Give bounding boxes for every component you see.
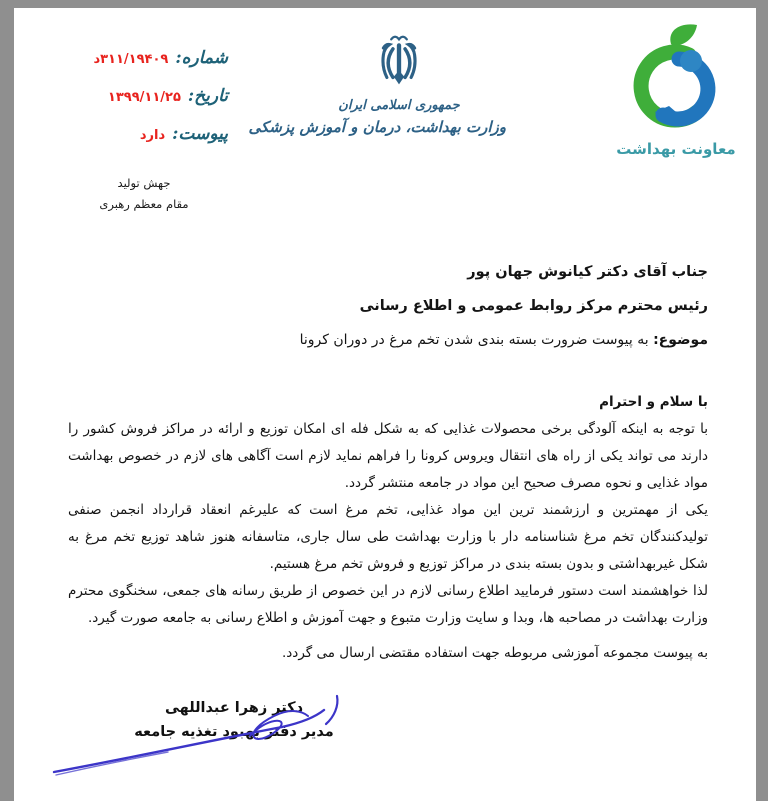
closing-line: به پیوست مجموعه آموزشی مربوطه جهت استفاده مقتضی ارسال می گردد. [282,645,708,661]
signature-block [106,696,362,744]
health-deputy-caption: معاونت بهداشت [616,140,736,158]
recipient-name: جناب آقای دکتر کیانوش جهان پور [467,264,708,280]
ministry-name: وزارت بهداشت، درمان و آموزش پزشکی [248,118,506,136]
paragraph-3: لذا خواهشمند است دستور فرمایید اطلاع رسانی لازم در این خصوص از طریق رسانه های جمعی، سخنگوی محترم وزارت بهداشت در مصاحبه ها، وبدا و سایت وزارت متبوع و جهت آموزش و اطلاع رسانی به جامعه صورت گیرد. [68,583,708,626]
signer-title: مدیر دفتر بهبود تغذیه جامعه [134,724,334,740]
subject-text: به پیوست ضرورت بسته بندی شدن تخم مرغ در دوران کرونا [299,332,654,348]
subject-line [68,323,708,357]
letter-number-value: ۳۱۱/۱۹۴۰۹د [93,52,169,67]
letter-date-row [60,86,228,124]
letter-date-value: ۱۳۹۹/۱۱/۲۵ [107,90,181,105]
letter-number-row [60,48,228,86]
letter-attachment-row [60,124,228,162]
health-deputy-logo [600,22,752,158]
letter-meta-block [60,48,228,211]
ministry-letterhead [248,32,506,136]
signer-name: دکتر زهرا عبداللهی [164,700,304,716]
health-deputy-logo-icon [617,22,735,134]
subject-label: موضوع: [653,332,708,348]
letter-number-label: شماره: [175,48,228,68]
iran-emblem-icon [373,32,425,90]
year-slogan-text: جهش تولید [117,176,171,190]
letter-date-label: تاریخ: [187,86,228,106]
paragraph-2: یکی از مهمترین و ارزشمند ترین این مواد غذایی، تخم مرغ است که علیرغم انعقاد قرارداد انجمن صنفی تولیدکنندگان تخم مرغ شناسنامه دار با وزارت بهداشت طی سال جاری، متاسفانه هنوز شاهد توزیع تخم مرغ به شکل غیربهداشتی و بدون بسته بندی در مراکز توزیع و فروش تخم مرغ هستیم. [68,502,708,572]
letter-page [14,8,756,801]
greeting: با سلام و احترام [599,394,708,410]
letter-attachment-label: پیوست: [172,124,228,144]
year-slogan-attribution: مقام معظم رهبری [99,197,189,211]
recipient-title: رئیس محترم مرکز روابط عمومی و اطلاع رسانی [359,298,708,314]
country-name: جمهوری اسلامی ایران [338,98,460,113]
paragraph-1: با توجه به اینکه آلودگی برخی محصولات غذایی که به شکل فله ای امکان توزیع و ارائه در مراکز فروش کشور را دارند می تواند یکی از راه های انتقال ویروس کرونا را فراهم نماید لازم است آگاهی های لازم در خصوص بهداشت مواد غذایی و نحوه مصرف صحیح این مواد در جامعه منتشر گردد. [68,421,708,491]
letter-body [14,255,756,667]
year-slogan [60,176,228,211]
letter-attachment-value: دارد [139,128,166,143]
